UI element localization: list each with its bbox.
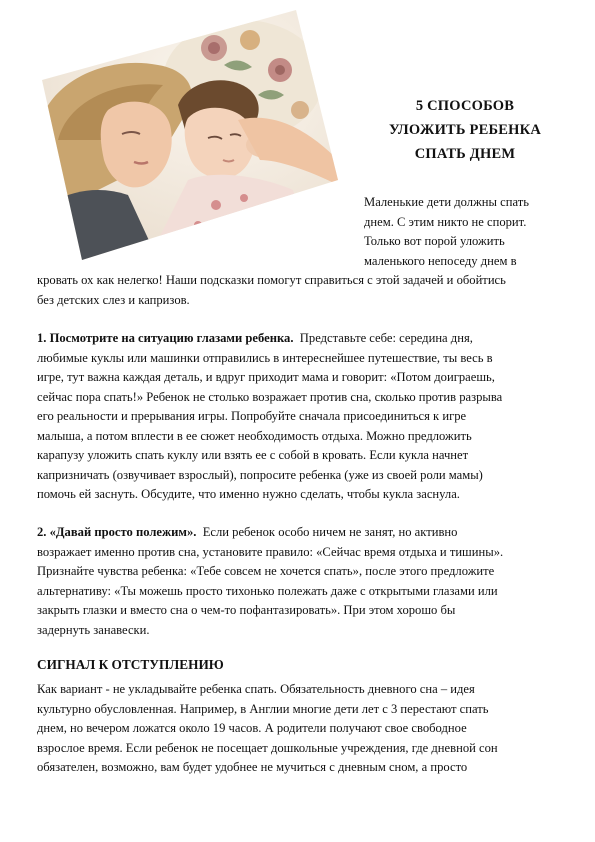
section-2-lead: Если ребенок особо ничем не занят, но активно <box>196 525 458 539</box>
text-line: сейчас пора спать!» Ребенок не столько возражает против сна, сколько против разрыва <box>37 389 503 404</box>
mother-daughter-photo <box>38 10 338 260</box>
text-line: маленького непоседу днем в <box>364 253 517 268</box>
text-line: карапузу уложить спать куклу или взять ее с собой в кровать. Если кукла начнет <box>37 448 469 462</box>
section-1-first-line <box>37 329 557 349</box>
text-line: без детских слез и капризов. <box>37 292 190 307</box>
text-line: помочь ей заснуть. Обсудите, что именно нужно сделать, чтобы кукла заснула. <box>37 487 460 501</box>
section-2-first-line <box>37 523 557 543</box>
section-1 <box>37 329 557 505</box>
text-line: игре, тут важна каждая деталь, и вдруг приходит мама и говорит: «Потом доиграешь, <box>37 370 495 384</box>
section-3 <box>37 680 557 778</box>
text-line: кровать ох как нелегко! Наши подсказки помогут справиться с этой задачей и обойтись <box>37 273 506 287</box>
section-2-heading: 2. «Давай просто полежим». <box>37 525 197 539</box>
text-line: Признайте чувства ребенка: «Тебе совсем не хочется спать», после этого предложите <box>37 564 495 578</box>
text-line: днем. С этим никто не спорит. <box>364 214 527 229</box>
text-line: капризничать (озвучивает взрослый), попросите ребенка (уже из своей роли мамы) <box>37 467 483 482</box>
section-3-heading: СИГНАЛ К ОТСТУПЛЕНИЮ <box>37 657 224 672</box>
article-title <box>360 94 570 166</box>
title-line-1: 5 СПОСОБОВ <box>415 98 515 114</box>
text-line: взрослое время. Если ребенок не посещает дошкольные учреждения, где дневной сон <box>37 740 498 755</box>
text-line: Маленькие дети должны спать <box>364 195 529 209</box>
intro-continuation <box>37 271 557 310</box>
text-line: его реальности и прерывания игры. Попробуйте сначала присоединиться к игре <box>37 409 467 423</box>
section-1-heading: 1. Посмотрите на ситуацию глазами ребенка. <box>37 331 294 345</box>
text-line: любимые куклы или машинки отправились в интереснейшее путешествие, ты весь в <box>37 350 493 365</box>
text-line: днем, но вечером ложатся около 19 часов. А родители получают свое свободное <box>37 721 467 735</box>
section-1-lead: Представьте себе: середина дня, <box>293 331 473 345</box>
title-line-3: СПАТЬ ДНЕМ <box>414 146 516 162</box>
text-line: закрыть глазки и вместо сна о чем-то пофантазировать». При этом хорошо бы <box>37 603 456 617</box>
intro-side-text <box>364 193 579 271</box>
text-line: задернуть занавески. <box>37 622 150 637</box>
text-line: возражает именно против сна, установите правило: «Сейчас время отдыха и тишины». <box>37 544 504 559</box>
text-line: Только вот порой уложить <box>364 234 505 248</box>
text-line: малыша, а потом вплести в ее сюжет необходимость отдыха. Можно предложить <box>37 428 472 443</box>
text-line: альтернативу: «Ты можешь просто тихонько полежать даже с открытыми глазами или <box>37 583 498 598</box>
text-line: Как вариант - не укладывайте ребенка спать. Обязательность дневного сна – идея <box>37 682 475 696</box>
text-line: обязателен, возможно, вам будет удобнее не мучиться с дневным сном, а просто <box>37 760 468 774</box>
title-line-2: УЛОЖИТЬ РЕБЕНКА <box>388 122 541 138</box>
text-line: культурно обусловленная. Например, в Англии многие дети лет с 3 перестают спать <box>37 701 489 716</box>
section-2 <box>37 523 557 640</box>
